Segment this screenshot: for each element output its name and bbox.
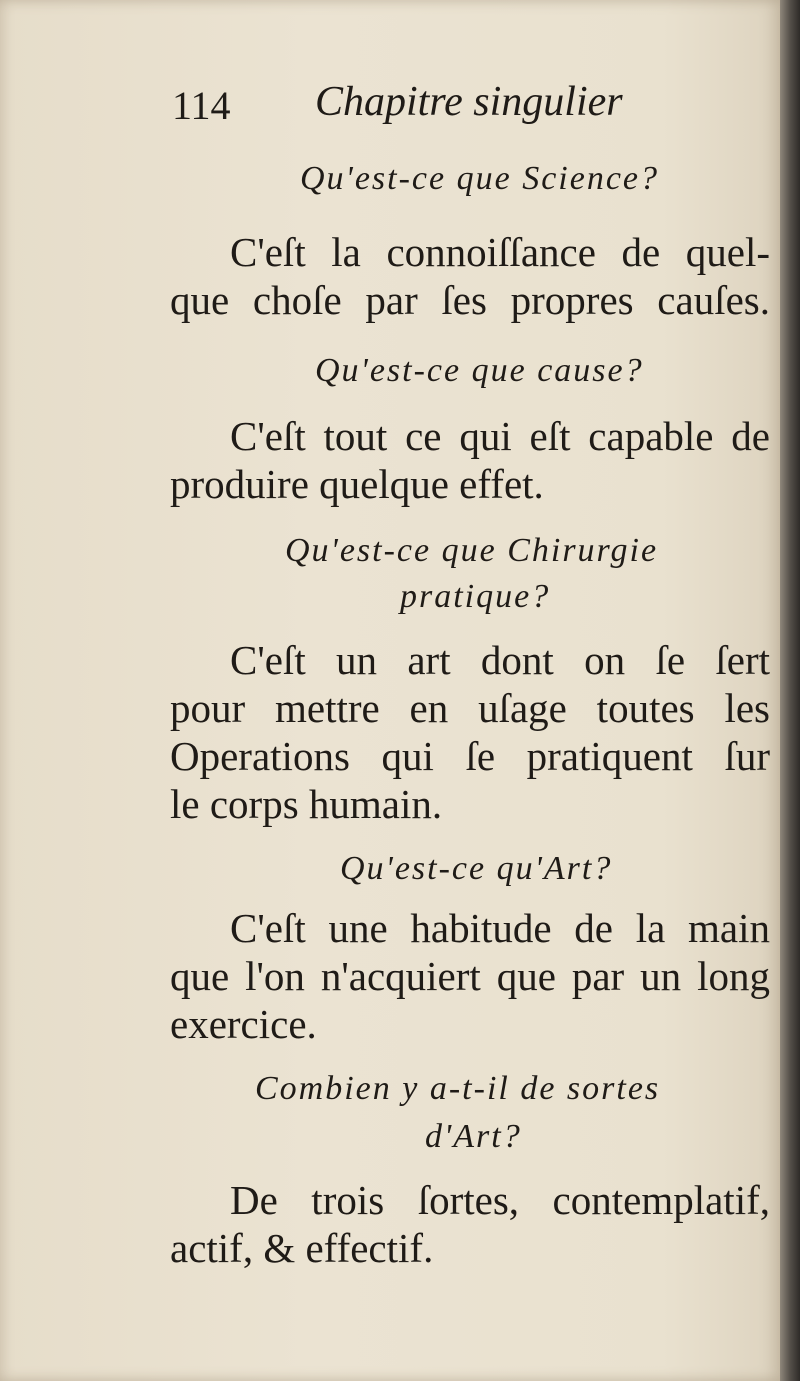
answer-line: produire quelque effet. xyxy=(170,461,544,507)
answer-line: le corps humain. xyxy=(170,781,443,827)
answer-line: De trois ſortes, contemplatif, xyxy=(230,1177,770,1223)
question-chirurgie: Qu'est-ce que Chirurgie xyxy=(285,532,659,569)
answer-line: pour mettre en uſage toutes les xyxy=(170,685,770,731)
answer-line: C'eſt une habitude de la main xyxy=(230,905,770,951)
question-chirurgie-cont: pratique? xyxy=(400,578,551,615)
page-number: 114 xyxy=(172,83,231,128)
answer-line: C'eſt un art dont on ſe ſert xyxy=(230,637,770,683)
answer-line: C'eſt tout ce qui eſt capable de xyxy=(230,413,770,459)
answer-art xyxy=(170,904,770,1048)
answer-cause xyxy=(170,412,770,508)
answer-science xyxy=(170,228,770,324)
answer-line: Operations qui ſe pratiquent ſur xyxy=(170,733,770,779)
answer-sortes xyxy=(170,1176,770,1272)
question-sortes-cont: d'Art? xyxy=(425,1118,522,1155)
answer-chirurgie xyxy=(170,636,770,828)
page-header xyxy=(170,78,690,138)
question-cause: Qu'est-ce que cause? xyxy=(315,352,644,389)
question-art: Qu'est-ce qu'Art? xyxy=(340,850,613,887)
answer-line: C'eſt la connoiſſance de quel- xyxy=(230,229,770,275)
answer-line: que l'on n'acquiert que par un long xyxy=(170,953,770,999)
running-title: Chapitre singulier xyxy=(315,79,623,125)
page-edge-shadow xyxy=(780,0,800,1381)
answer-line: exercice. xyxy=(170,1001,317,1047)
answer-line: que choſe par ſes propres cauſes. xyxy=(170,277,770,323)
answer-line: actif, & effectif. xyxy=(170,1225,434,1271)
question-science: Qu'est-ce que Science? xyxy=(300,160,659,197)
question-sortes: Combien y a-t-il de sortes xyxy=(255,1070,661,1107)
